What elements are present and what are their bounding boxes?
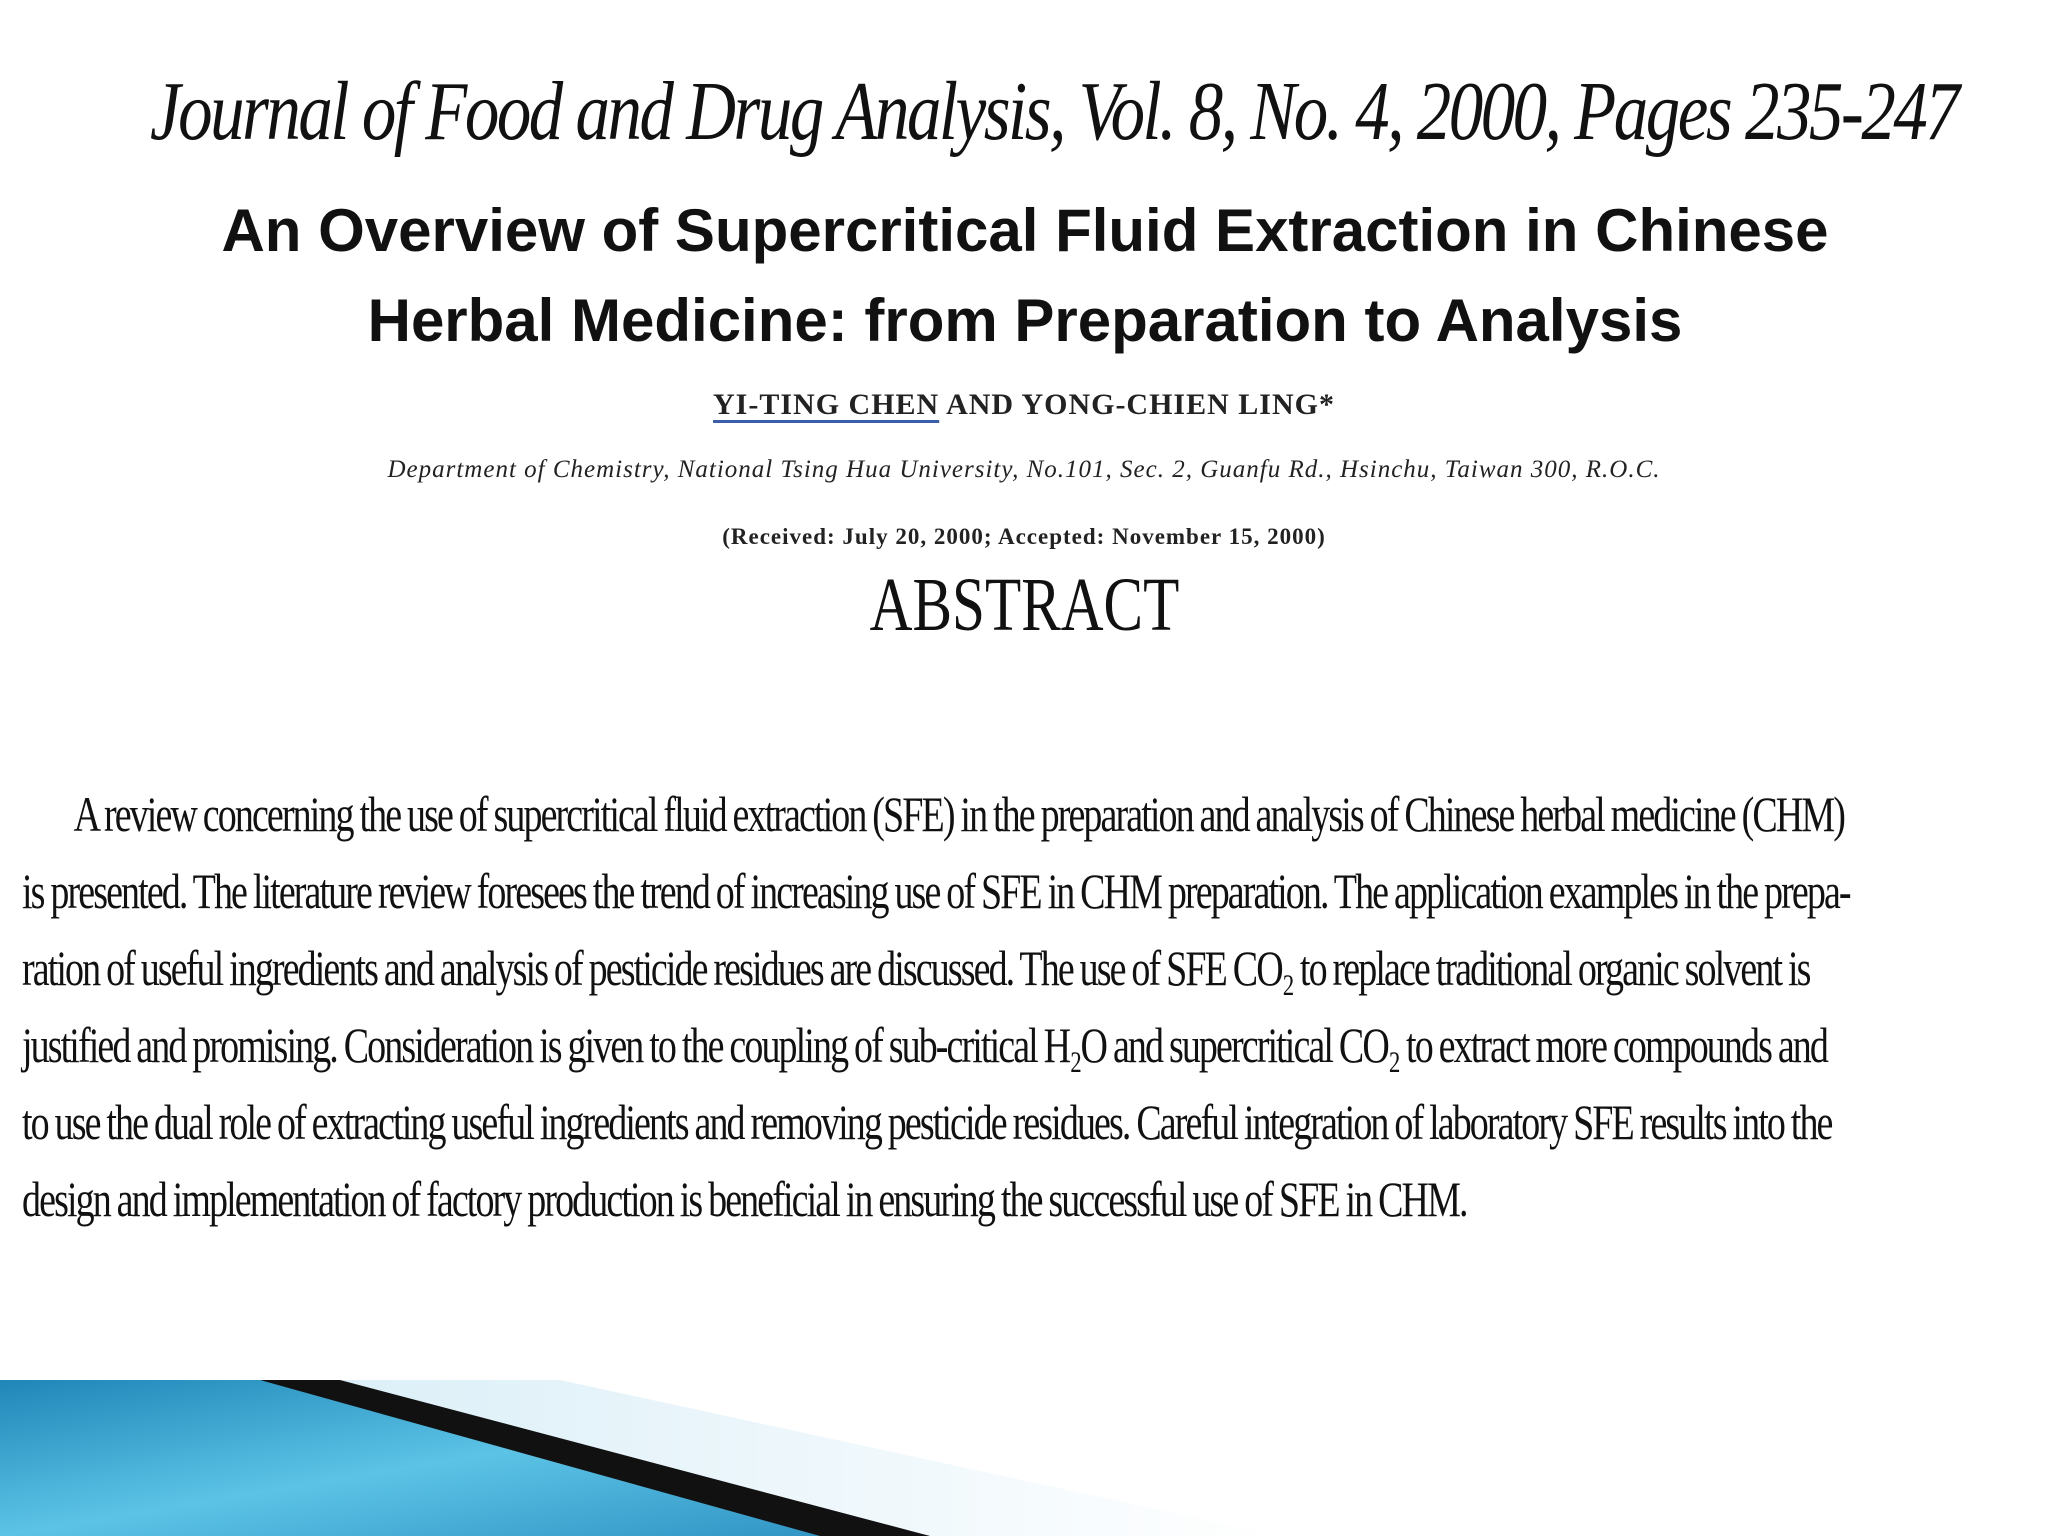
paper-title-line-2: Herbal Medicine: from Preparation to Analysis [367, 287, 1683, 354]
abstract-line: justified and promising. Consideration is given to the coupling of sub-critical H₂O and supercritical CO₂ to extract more compounds and [22, 1017, 1827, 1073]
authors [0, 388, 2048, 422]
paper-title [80, 186, 1970, 366]
journal-citation: Journal of Food and Drug Analysis, Vol. 8, No. 4, 2000, Pages 235-247 [150, 65, 1958, 158]
abstract-heading [0, 560, 2048, 650]
abstract-line: A review concerning the use of supercritical fluid extraction (SFE) in the preparation and analysis of Chinese herbal medicine (CHM) [73, 786, 1844, 842]
paper-title-line-1: An Overview of Supercritical Fluid Extraction in Chinese [221, 197, 1829, 264]
decorative-corner-graphic [0, 1380, 1280, 1536]
abstract-heading-text: ABSTRACT [869, 563, 1179, 647]
abstract-body [22, 776, 2002, 1238]
abstract-line: is presented. The literature review foresees the trend of increasing use of SFE in CHM preparation. The application examples in the prepa- [22, 863, 1850, 919]
abstract-line: ration of useful ingredients and analysis of pesticide residues are discussed. The use of SFE CO₂ to replace traditional organic solvent is [22, 940, 1810, 996]
abstract-line: design and implementation of factory production is beneficial in ensuring the successful use of SFE in CHM. [22, 1171, 1467, 1227]
author-rest: AND YONG-CHIEN LING* [939, 388, 1335, 421]
abstract-line: to use the dual role of extracting useful ingredients and removing pesticide residues. Careful integration of laboratory SFE results into the [22, 1094, 1832, 1150]
received-dates: (Received: July 20, 2000; Accepted: November 15, 2000) [722, 524, 1326, 549]
author-first: YI-TING CHEN [713, 388, 940, 421]
affiliation: Department of Chemistry, National Tsing Hua University, No.101, Sec. 2, Guanfu Rd., Hsinchu, Taiwan 300, R.O.C. [387, 456, 1661, 483]
